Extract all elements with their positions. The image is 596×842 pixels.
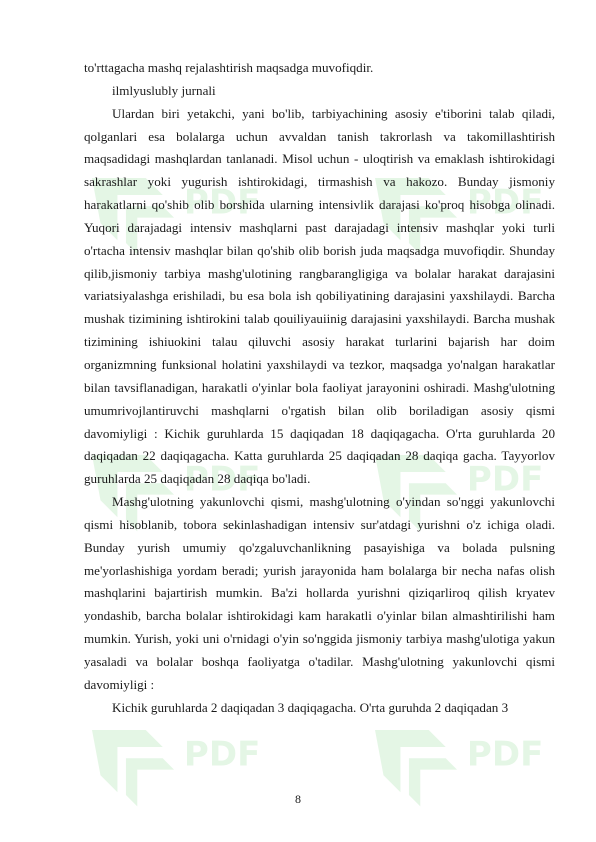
body-text (84, 57, 555, 719)
paragraph: to'rttagacha mashq rejalashtirish maqsadga muvofiqdir. (84, 60, 374, 75)
page-number: 8 (295, 792, 301, 806)
paragraph: Kichik guruhlarda 2 daqiqadan 3 daqiqagacha. O'rta guruhda 2 daqiqadan 3 (112, 699, 509, 715)
paragraph: Ulardan biri yetakchi, yani bo'lib, tarbiyachining asosiy e'tiborini talab qiladi, qolganlari esa bolalarga uchun avvaldan tanish takrorlash va takomillashtirish maqsadidagi mashqlardan tanlanadi. Misol uchun - uloqtirish va emaklash ishtirokidagi sakrashlar yoki yugurish ishtirokidagi, tirmashish va hakozo. Bunday jismoniy harakatlarni qo'shib olib borshida ularning intensivlik darajasi ko'proq hisobga olinadi. Yuqori darajadagi intensiv mashqlarni past darajadagi intensiv mashqlar yoki turli o'rtacha intensiv mashqlar bilan qo'shib olib borish juda maqsadga muvofiqdir. Shunday qilib,jismoniy tarbiya mashg'ulotining rangbarangligiga va bolalar harakat darajasini variatsiyalashga erishiladi, bu esa bola ish qobiliyatining darajasini yaxshilaydi. Barcha mushak tizimining ishtirokini talab qouiliyauiinig darajasini yaxshilaydi. Barcha mushak tizimining ishiuokini talau qiluvchi asosiy harakat turlarini bajarish har doim organizmning funksional holatini yaxshilaydi va tezkor, maqsadga yo'nalgan harakatlar bilan tavsiflanadigan, harakatli o'yinlar bola faoliyat jarayonini oshiradi. Mashg'ulotning umumrivojlantiruvchi mashqlarni o'rgatish bilan olib boriladigan asosiy qismi davomiyligi : Kichik guruhlarda 15 daqiqadan 18 daqiqagacha. O'rta guruhlarda 20 daqiqadan 22 daqiqagacha. Katta guruhlarda 25 daqiqadan 28 daqiqa gacha. Tayyorlov guruhlarda 25 daqiqadan 28 daqiqa bo'ladi. (84, 105, 555, 487)
paragraph: Mashg'ulotning yakunlovchi qismi, mashg'ulotning o'yindan so'nggi yakunlovchi qismi hisoblanib, tobora sekinlashadigan intensiv sur'atdagi yurishni o'z ichiga oladi. Bunday yurish umumiy qo'zgaluvchanlikning pasayishiga va bolada pulsning me'yorlashishiga yordam beradi; yurish jarayonida ham bolalarga bir necha nafas olish mashqlarini bajartirish mumkin. Ba'zi hollarda yurishni qiziqarliroq qilish kryatev yondashib, barcha bolalar ishtirokidagi kam harakatli o'yinlar bilan almashtirilishi ham mumkin. Yurish, yoki uni o'rnidagi o'yin so'nggida jismoniy tarbiya mashg'ulotiga yakun yasaladi va bolalar boshqa faoliyatga o'tadilar. Mashg'ulotning yakunlovchi qismi davomiyligi : (84, 494, 555, 692)
paragraph: ilmlyuslubly jurnali (112, 82, 216, 98)
